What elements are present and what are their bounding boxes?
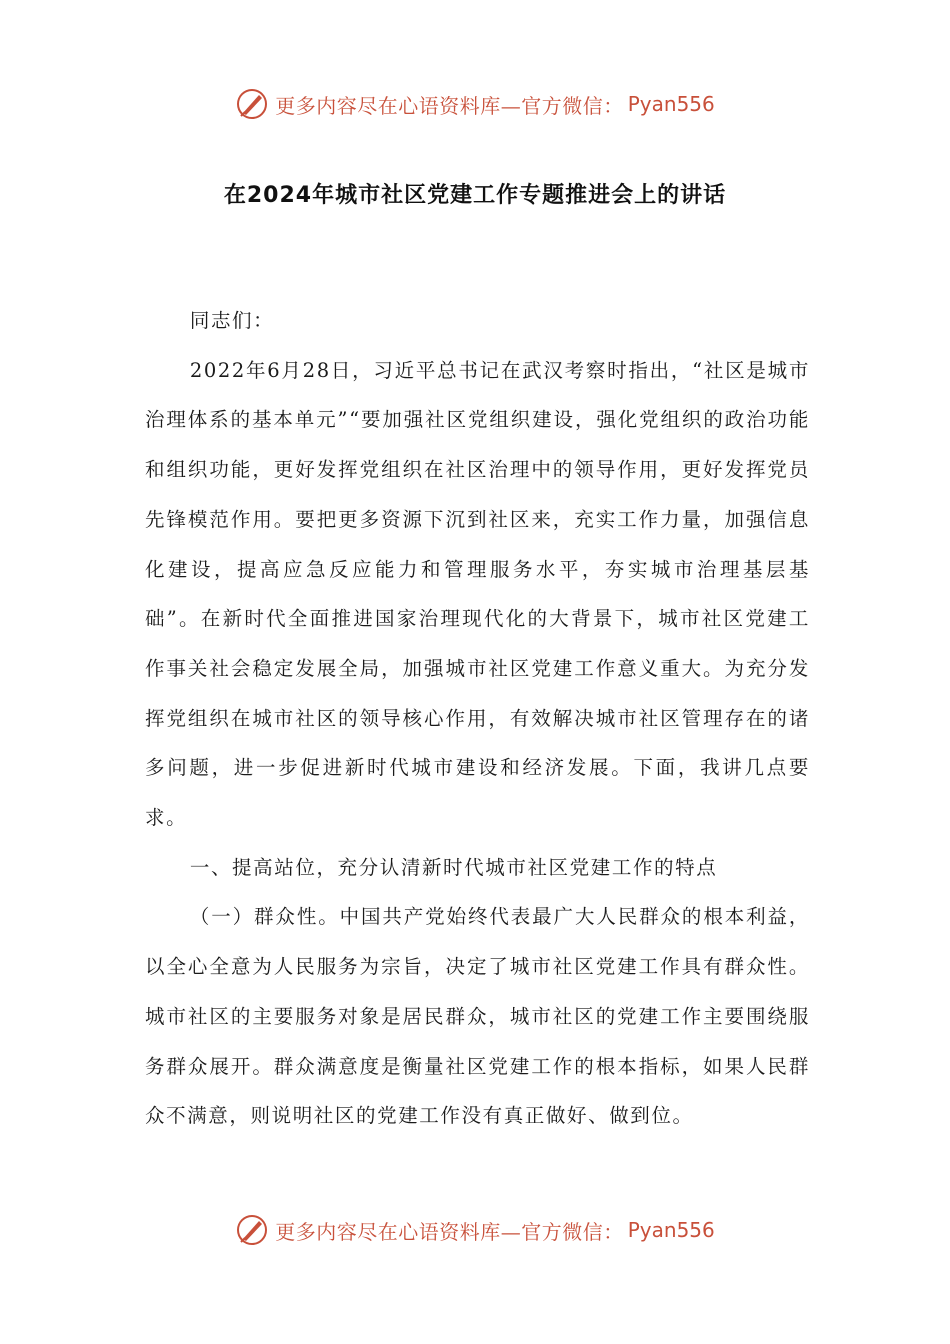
watermark-text: 更多内容尽在心语资料库—官方微信： (275, 1219, 624, 1244)
quill-logo-icon (235, 1213, 269, 1247)
document-body (145, 296, 810, 1141)
watermark-wechat-id: Pyan556 (627, 1218, 715, 1242)
watermark-wechat-id: Pyan556 (627, 92, 715, 116)
body-paragraph: 2022年6月28日，习近平总书记在武汉考察时指出，“社区是城市治理体系的基本单元”“要加强社区党组织建设，强化党组织的政治功能和组织功能，更好发挥党组织在社区治理中的领导作用，更好发挥党员先锋模范作用。要把更多资源下沉到社区来，充实工作力量，加强信息化建设，提高应急反应能力和管理服务水平，夯实城市治理基层基础”。在新时代全面推进国家治理现代化的大背景下，城市社区党建工作事关社会稳定发展全局，加强城市社区党建工作意义重大。为充分发挥党组织在城市社区的领导核心作用，有效解决城市社区管理存在的诸多问题，进一步促进新时代城市建设和经济发展。下面，我讲几点要求。 (145, 358, 810, 830)
watermark-text: 更多内容尽在心语资料库—官方微信： (275, 93, 624, 118)
salutation-paragraph: 同志们： (189, 309, 275, 332)
body-paragraph: （一）群众性。中国共产党始终代表最广大人民群众的根本利益，以全心全意为人民服务为宗旨，决定了城市社区党建工作具有群众性。城市社区的主要服务对象是居民群众，城市社区的党建工作主要围绕服务群众展开。群众满意度是衡量社区党建工作的根本指标，如果人民群众不满意，则说明社区的党建工作没有真正做好、做到位。 (145, 905, 810, 1128)
section-heading: 一、提高站位，充分认清新时代城市社区党建工作的特点 (189, 855, 718, 879)
document-title: 在2024年城市社区党建工作专题推进会上的讲话 (223, 183, 727, 208)
header-watermark (0, 84, 950, 124)
quill-logo-icon (235, 87, 269, 121)
footer-watermark (0, 1210, 950, 1250)
